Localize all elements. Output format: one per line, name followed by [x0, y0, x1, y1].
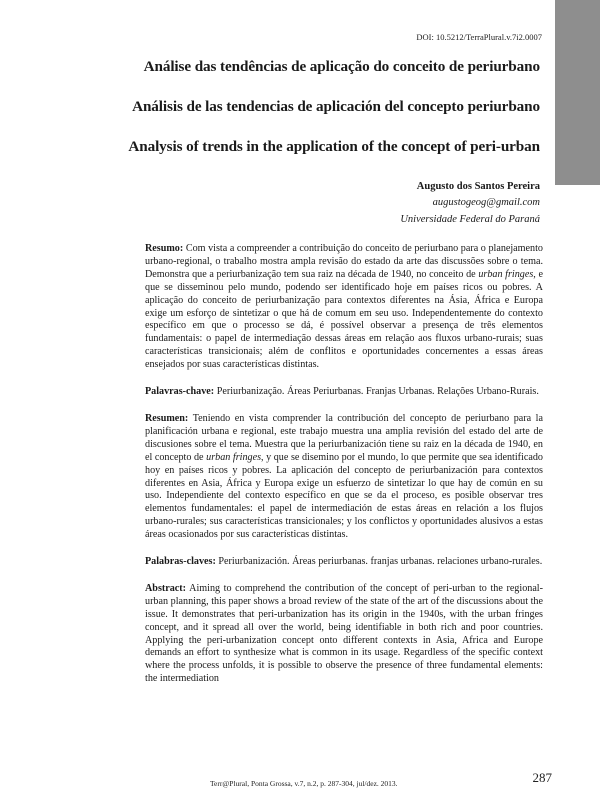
palavras-chave-paragraph [145, 386, 543, 399]
resumo-term: urban fringes [478, 268, 534, 280]
title-english: Analysis of trends in the application of the concept of peri-urban [128, 138, 540, 155]
author-email: augustogeog@gmail.com [432, 197, 540, 208]
resumen-label: Resumen: [145, 412, 189, 424]
title-spanish: Análisis de las tendencias de aplicación del concepto periurbano [132, 98, 540, 115]
side-color-bar [555, 0, 600, 185]
palabras-claves-label: Palabras-claves: [145, 556, 216, 568]
palavras-chave-label: Palavras-chave: [145, 386, 215, 398]
doi-label: DOI: 10.5212/TerraPlural.v.7i2.0007 [416, 32, 542, 42]
resumen-term: urban fringes [206, 451, 262, 463]
palabras-claves-paragraph [145, 556, 543, 569]
resumo-text-a: Com vista a compreender a contribuição do conceito de periurbano para o planejamento urbano-regional, o trabalho mostra ampla revisão do estado da arte das discussões sobre o tema. Demonstra que a periurbanização tem sua raiz na década de 1940, no conceito de [145, 243, 543, 280]
resumo-text-b: , e que se disseminou pelo mundo, podendo ser identificado hoje em países ricos ou pobres. A aplicação do conceito de periurbanização para contextos diferentes na Ásia, África e Europa exige um esforço de sintetizar o que há de comum em seu uso. Independentemente do contexto específico em que o processo se dá, é possível observar a presença de três elementos fundamentais: o papel de intermediação dessas áreas em relação aos fluxos urbano-rurais; suas características transicionais; além de conflitos e oportunidades concernentes a essas áreas ensejados por suas características distintas. [145, 268, 543, 371]
author-affiliation: Universidade Federal do Paraná [400, 214, 540, 225]
page-number: 287 [532, 770, 552, 785]
abstract-text: Aiming to comprehend the contribution of the concept of peri-urban to the regional-urban planning, this paper shows a broad review of the state of the art of the discussions about the issue. It demonstrates that peri-urbanization has its origin in the 1940s, with the urban fringes concept, and it spread all over the world, being identifiable in both rich and poor countries. Applying the peri-urbanization concept onto different contexts in Asia, Africa and Europe demands an effort to synthesize what is common in its usage. Regardless of the specific context where the process unfolds, it is possible to observe the presence of three fundamental elements: the intermediation [145, 582, 543, 685]
abstract-label: Abstract: [145, 582, 187, 594]
palabras-claves-text: Periurbanización. Áreas periurbanas. franjas urbanas. relaciones urbano-rurales. [215, 556, 543, 568]
resumo-paragraph [145, 243, 543, 372]
journal-citation: Terr@Plural, Ponta Grossa, v.7, n.2, p. 287-304, jul/dez. 2013. [210, 779, 398, 788]
resumo-label: Resumo: [145, 243, 184, 254]
abstract-paragraph [145, 583, 543, 686]
author-block [400, 180, 540, 228]
resumen-text-b: , y que se disemino por el mundo, lo que permite que sea identificado hoy en países ricos y pobres. La aplicación del concepto de periurbanización para contextos diferentes en Asia, África y Europa exige un esfuerzo de sintetizar lo que hay de común en su uso. Independiente del contexto específico en que se da el proceso, es posible observar tres elementos fundamentales: el papel de intermediación de estas áreas en relación a los flujos urbano-rurales; sus características transicionales; y los conflictos y oportunidades alusivos a estas áreas ocasionados por sus características distintas. [145, 451, 543, 541]
abstracts-section [145, 243, 543, 700]
palavras-chave-text: Periurbanização. Áreas Periurbanas. Franjas Urbanas. Relações Urbano-Rurais. [214, 386, 539, 398]
resumen-text-a: Teniendo en vista comprender la contribución del concepto de periurbano para la planificación urbana e regional, este trabajo muestra una amplia revisión del estado del arte de discusiones sobre el tema. Muestra que la periurbanización tiene su raiz en la década de 1940, en el concepto de [145, 412, 543, 463]
author-name: Augusto dos Santos Pereira [416, 181, 540, 192]
title-portuguese: Análise das tendências de aplicação do conceito de periurbano [143, 58, 540, 75]
resumen-paragraph [145, 413, 543, 542]
